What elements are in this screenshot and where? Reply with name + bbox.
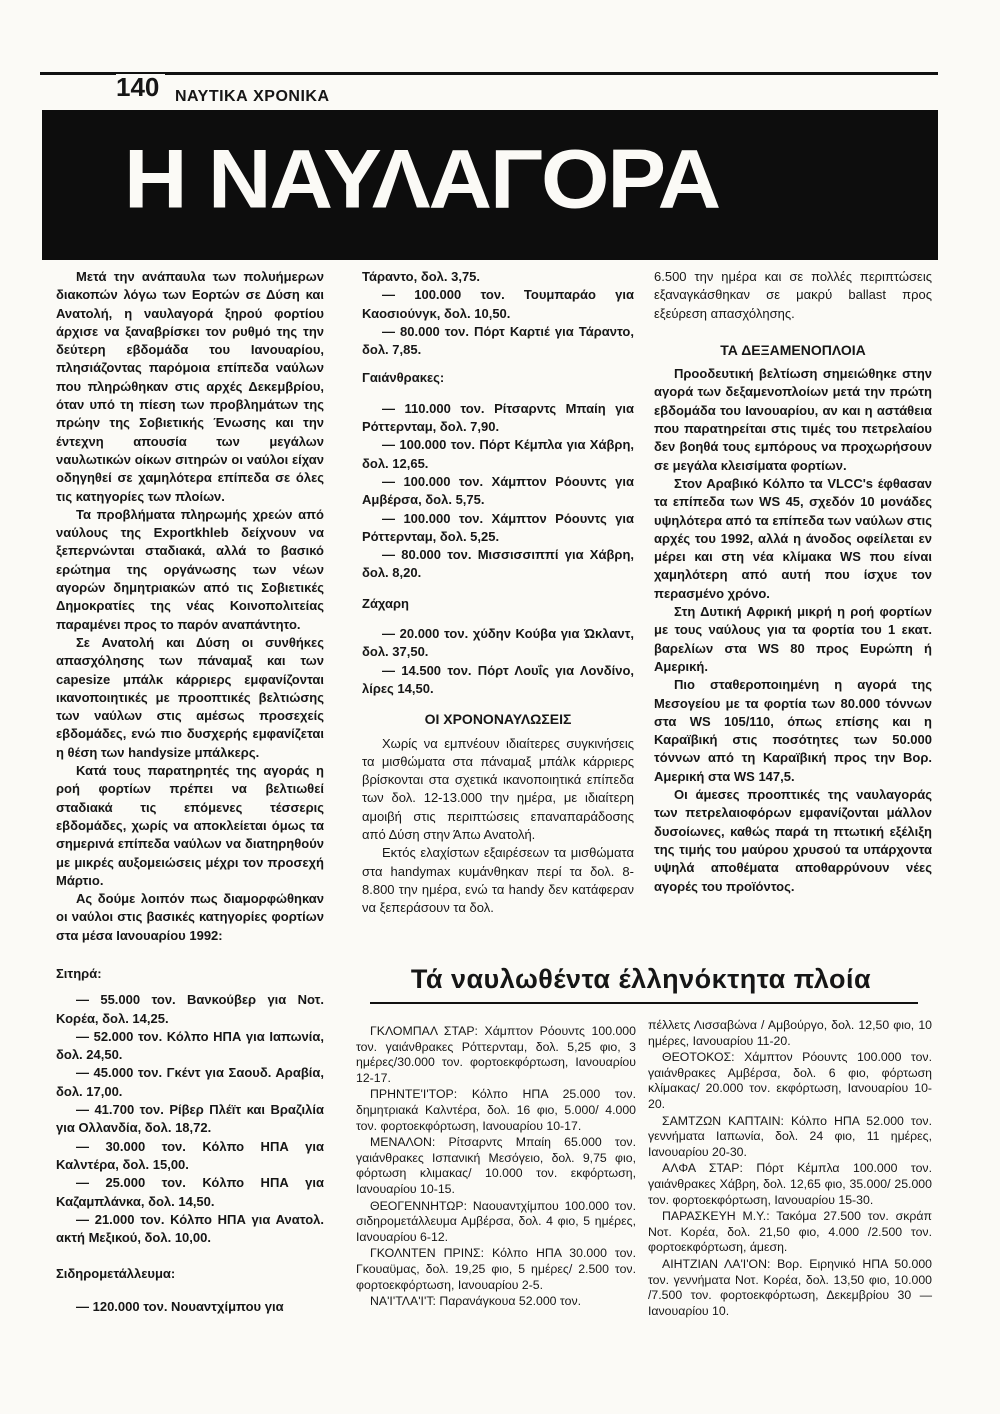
- list-item: ΑΛΦΑ ΣΤΑΡ: Πόρτ Κέμπλα 100.000 τον. γαιάνθρακες Χάβρη, δολ. 12,65 φιο, 35.000/ 25.000 τον. φορτοεκφόρτωση, Ιανουαρίου 15-30.: [648, 1161, 932, 1207]
- list-item: ΠΡΗΝΤΕ'Ι'ΤΟΡ: Κόλπο ΗΠΑ 25.000 τον. δημητριακά Καλντέρα, δολ. 16 φιο, 5.000/ 4.000 τον. φορτοεκφόρτωση, Ιανουαρίου 10-17.: [356, 1087, 636, 1133]
- paragraph: Τα προβλήματα πληρωμής χρεών από ναύλους της Exportkhleb δείχνουν να ξεπερνώνται σταδιακά, αλλά το βασικό ερώτημα της οργάνωσης των νέων αγορών δημητριακών από τις Σοβιετικές Δημοκρατίες της νέας Κοινοπολιτείας παραμένει προς το παρόν αναπάντητο.: [56, 506, 324, 632]
- paragraph: Προοδευτική βελτίωση σημειώθηκε στην αγορά των δεξαμενοπλοίων μετά την πρώτη εβδομάδα του Ιανουαρίου, αν και η αστάθεια που παρατηρείται στις τιμές του πετρελαίου δεν βοηθά τους εμπόρους να προχωρήσουν σε μεγάλα κλεισίματα φορτίων.: [654, 366, 932, 473]
- paragraph: Ας δούμε λοιπόν πως διαμορφώθηκαν οι ναύλοι στις βασικές κατηγορίες φορτίων στα μέσα Ιανουαρίου 1992:: [56, 891, 324, 943]
- paragraph: Στον Αραβικό Κόλπο τα VLCC's έφθασαν τα επίπεδα των WS 45, σχεδόν 10 μονάδες υψηλότερα από τα επίπεδα των ναύλων στις αρχές του 1992, αλλά η άνοδος οφείλεται εν μέρει και στη νέα κλίμακα WS που είναι χαμηλότερη από αυτή που ίσχυε τον περασμένο χρόνο.: [654, 475, 932, 601]
- list-item: — 21.000 τον. Κόλπο ΗΠΑ για Ανατολ. ακτή Μεξικού, δολ. 10,00.: [56, 1211, 324, 1246]
- paragraph: Πιο σταθεροποιημένη η αγορά της Μεσογείου με τα φορτία των 80.000 τόννων στα WS 105/110, όπως επίσης και η Καραϊβική στις ποσότητες των 50.000 τόννων από τη Καραϊβική προς την Βορ. Αμερική στα WS 147,5.: [654, 677, 932, 784]
- chartered-ships-title: Τά ναυλωθέντα έλληνόκτητα πλοία: [410, 964, 872, 994]
- section-title: Η ΝΑΥΛΑΓΟΡΑ: [124, 131, 720, 226]
- list-item: ΓΚΟΛΝΤΕΝ ΠΡΙΝΣ: Κόλπο ΗΠΑ 30.000 τον. Γκουαϋμας, δολ. 19,25 φιο, 5 ημέρες/ 2.500 τον. φορτοεκφόρτωση, Ιανουαρίου 2-5.: [356, 1246, 636, 1292]
- title-underline: [370, 1002, 918, 1004]
- category-label-coal: Γαιάνθρακες:: [362, 370, 445, 386]
- article-column-3: [654, 268, 932, 896]
- list-item: ΑΙΗΤΖΙΑΝ ΛΑ'Ι'ΟΝ: Βορ. Ειρηνικό ΗΠΑ 50.000 τον. γεννήματα Νοτ. Κορέα, δολ. 13,50 φιο, 10.000 /7.500 τον. φορτοεκφόρτωση, Δεκεμβρίου 30 — Ιανουαρίου 10.: [648, 1256, 932, 1318]
- list-item: — 100.000 τον. Χάμπτον Ρόουντς για Ρόττερνταμ, δολ. 5,25.: [362, 510, 634, 544]
- list-item: — 25.000 τον. Κόλπο ΗΠΑ για Καζαμπλάνκα, δολ. 14,50.: [56, 1175, 324, 1209]
- list-item: ΠΑΡΑΣΚΕΥΗ Μ.Υ.: Τακόμα 27.500 τον. σκράπ Νοτ. Κορέα, δολ. 21,50 φιο, 4.000 /2.500 τον. φορτοεκφόρτωση, άμεση.: [648, 1209, 932, 1255]
- list-item: — 100.000 τον. Τουμπαράο για Καοσιούνγκ, δολ. 10,50.: [362, 287, 634, 321]
- list-item: — 110.000 τον. Ρίτσαρντς Μπαίη για Ρόττερνταμ, δολ. 7,90.: [362, 400, 634, 435]
- category-label-grain: Σιτηρά:: [56, 965, 102, 981]
- subheading-time-charters: ΟΙ ΧΡΟΝΟΝΑΥΛΩΣΕΙΣ: [424, 711, 572, 728]
- header-rule: [40, 72, 938, 75]
- list-item: Τάραντο, δολ. 3,75.: [362, 269, 481, 284]
- list-item: — 100.000 τον. Πόρτ Κέμπλα για Χάβρη, δολ. 12,65.: [362, 437, 634, 471]
- list-item: — 30.000 τον. Κόλπο ΗΠΑ για Καλντέρα, δολ. 15,00.: [56, 1138, 324, 1172]
- paragraph: Χωρίς να εμπνέουν ιδιαίτερες συγκινήσεις τα μισθώματα στα πάναμαξ μπάλκ κάρριερς βρίσκονται στα σχετικά ικανοποιητικά επίπεδα των δολ. 12-13.000 την ημέρα, με ιδιαίτερη αμοιβή στις περιπτώσεις επαναπαράδοσης από Δύση στην Άπω Ανατολή.: [362, 735, 634, 843]
- paragraph: Στη Δυτική Αφρική μικρή η ροή φορτίων με τους ναύλους για τα φορτία του 1 εκατ. βαρελίων στα WS 80 προς Ευρώπη ή Αμερική.: [654, 604, 932, 674]
- list-item: — 80.000 τον. Μισσισσιππί για Χάβρη, δολ. 8,20.: [362, 547, 634, 581]
- list-item: — 14.500 τον. Πόρτ Λουΐς για Λονδίνο, λίρες 14,50.: [362, 662, 634, 696]
- list-item: ΝΑ'Ι'ΤΛΑ'Ι'Τ: Παρανάγκουα 52.000 τον.: [370, 1294, 582, 1309]
- section-banner: [42, 110, 938, 260]
- list-item: — 20.000 τον. χύδην Κούβα για Ώκλαντ, δολ. 37,50.: [362, 626, 634, 660]
- page-number: 140: [116, 74, 165, 100]
- list-item: — 52.000 τον. Κόλπο ΗΠΑ για Ιαπωνία, δολ. 24,50.: [56, 1028, 324, 1063]
- paragraph: 6.500 την ημέρα και σε πολλές περιπτώσεις εξαναγκάσθηκαν σε μακρύ ballast προς εξεύρεση απασχόλησης.: [654, 269, 932, 321]
- list-item: ΜΕΝΑΛΟΝ: Ρίτσαρντς Μπαίη 65.000 τον. γαιάνθρακες Ισπανική Μεσόγειο, δολ. 9,75 φιο, φόρτωση κλιμακας/ 10.000 τον. εκφόρτωση, Ιανουαρίου 10-15.: [356, 1135, 636, 1196]
- paragraph: Κατά τους παρατηρητές της αγοράς η ροή φορτίων πρέπει να βελτιωθεί σταδιακά τις επόμενες τέσσερις εβδομάδες, χωρίς να αποκλείεται όμως τα σημερινά επίπεδα ναύλων να διατηρηθούν με μικρές αυξομειώσεις μέχρι τον προσεχή Μάρτιο.: [56, 763, 324, 888]
- list-item: ΓΚΛΟΜΠΑΛ ΣΤΑΡ: Χάμπτον Ρόουντς 100.000 τον. γαιάνθρακες Ρόττερνταμ, δολ. 5,25 φιο, 3 ημέρες/30.000 τον. φορτοεκφόρτωση, Ιανουαρίου 12-17.: [356, 1024, 636, 1085]
- list-item: — 41.700 τον. Ρίβερ Πλέϊτ και Βραζιλία για Ολλανδία, δολ. 18,72.: [56, 1102, 324, 1136]
- subheading-tankers: ΤΑ ΔΕΞΑΜΕΝΟΠΛΟΙΑ: [720, 341, 866, 358]
- chartered-ships-list-left: [356, 1024, 636, 1311]
- list-item: — 55.000 τον. Βανκούβερ για Νοτ. Κορέα, δολ. 14,25.: [56, 992, 324, 1026]
- list-item: — 80.000 τον. Πόρτ Καρτιέ για Τάραντο, δολ. 7,85.: [362, 323, 634, 358]
- paragraph: Μετά την ανάπαυλα των πολυήμερων διακοπών λόγω των Εορτών σε Δύση και Ανατολή, η ναυλαγορά ξηρού φορτίου άρχισε να ξαναβρίσκει τον ρυθμό της την δεύτερη εβδομάδα του Ιανουαρίου, πλησιάζοντας παρόμοια επίπεδα ναύλων που πληρώθηκαν στις αρχές Δεκεμβρίου, όταν υπό τη πίεση των προβλημάτων της πρώην της Σοβιετικής Ένωσης και την έντεχνη απουσία των μεγάλων ναυλωτικών οίκων σιτηρών οι ναύλοι είχαν οδηγηθεί σε χαμηλότερα επίπεδα σε όλες τις κατηγορίες των πλοίων.: [56, 269, 324, 504]
- list-item: — 45.000 τον. Γκέντ για Σαουδ. Αραβία, δολ. 17,00.: [56, 1065, 324, 1099]
- list-item: πέλλετς Λισσαβώνα / Αμβούργο, δολ. 12,50 φιο, 10 ημέρες, Ιανουαρίου 11-20.: [648, 1018, 932, 1048]
- article-column-1: [56, 268, 324, 1316]
- paragraph: Σε Ανατολή και Δύση οι συνθήκες απασχόλησης των πάναμαξ και των capesize μπάλκ κάρριερς εμφανίζονται ικανοποιητικές με προοπτικές βελτιώσης των ναύλων στις αμέσως προσεχείς εβδομάδες, ενώ πιο δυσχερής εμφανίζεται η θέση των handysize μπάλκερς.: [56, 634, 324, 760]
- category-label-sugar: Ζάχαρη: [362, 595, 409, 611]
- list-item: ΘΕΟΤΟΚΟΣ: Χάμπτον Ρόουντς 100.000 τον. γαιάνθρακες Αμβέρσα, δολ. 6 φιο, φόρτωση κλίμακας/ 20.000 τον. εκφόρτωση, Ιανουαρίου 10-20.: [648, 1050, 932, 1111]
- list-item: — 120.000 τον. Νουαντχίμπου για: [76, 1298, 284, 1314]
- publication-name: ΝΑΥΤΙΚΑ ΧΡΟΝΙΚΑ: [175, 88, 330, 105]
- category-label-ore: Σιδηρομετάλλευμα:: [56, 1266, 176, 1282]
- article-column-2: [362, 268, 634, 918]
- list-item: ΘΕΟΓΕΝΝΗΤΩΡ: Ναουαντχίμπου 100.000 τον. σιδηρομετάλλευμα Αμβέρσα, δολ. 4 φιο, 5 ημέρες, Ιανουαρίου 6-12.: [356, 1198, 636, 1244]
- list-item: ΣΑΜΤΖΩΝ ΚΑΠΤΑΙΝ: Κόλπο ΗΠΑ 52.000 τον. γεννήματα Ιαπωνία, δολ. 24 φιο, 11 ημέρες, Ιανουαρίου 20-30.: [648, 1113, 932, 1159]
- paragraph: Εκτός ελαχίστων εξαιρέσεων τα μισθώματα στα handymax κυμάνθηκαν περί τα δολ. 8-8.800 την ημέρα, ενώ τα handy δεν κατάφεραν να ξεπεράσουν τα δολ.: [362, 845, 634, 916]
- list-item: — 100.000 τον. Χάμπτον Ρόουντς για Αμβέρσα, δολ. 5,75.: [362, 473, 634, 508]
- chartered-ships-list-right: [648, 1018, 932, 1320]
- paragraph: Οι άμεσες προοπτικές της ναυλαγοράς των πετρελαιοφόρων εμφανίζονται μάλλον δυσοίωνες, καθώς παρά τη πτωτική εξέλιξη της τιμής του μαύρου χρυσού τα υπάρχοντα υψηλά αποθέματα αποθαρρύνουν νέες αγορές του προϊόντος.: [654, 787, 932, 894]
